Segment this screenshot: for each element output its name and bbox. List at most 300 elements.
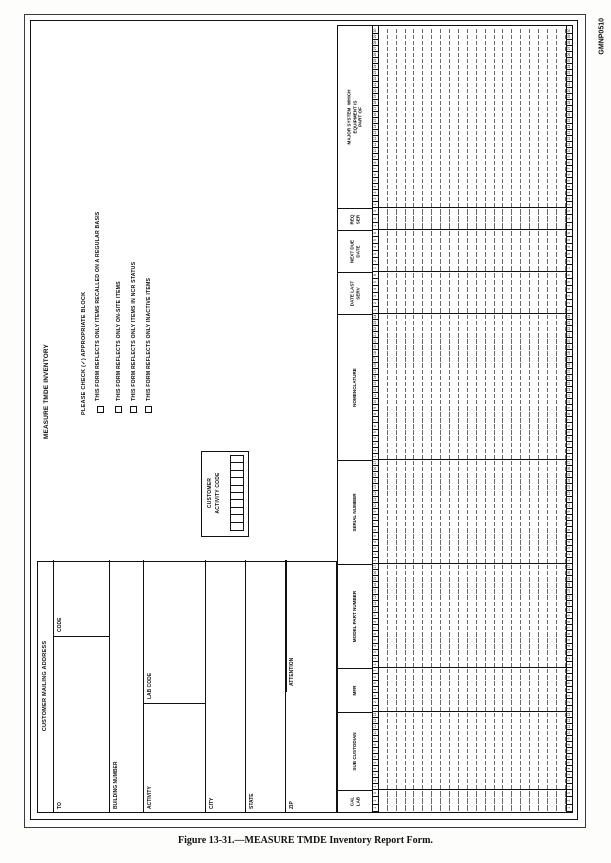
cell-write-line[interactable]: [565, 101, 566, 105]
col-number-cell: 4: [372, 644, 378, 650]
col-number-cell: 4: [566, 244, 572, 251]
col-number-cell: 9: [372, 736, 378, 742]
cell-write-line[interactable]: [565, 504, 566, 509]
col-label-date-last-serv: DATE LAST SERV: [349, 280, 360, 307]
cell-write-line[interactable]: [565, 203, 566, 207]
col-label-cal-lab: CAL LAB: [349, 796, 360, 807]
customer-activity-code-block: [201, 451, 249, 537]
col-number-cell: 24: [373, 314, 377, 319]
col-number-cell: 12: [567, 387, 571, 392]
col-number-cell: 7: [566, 748, 572, 754]
cell-write-line[interactable]: [565, 638, 566, 643]
cell-write-line[interactable]: [565, 245, 566, 250]
col-number-cell: 3: [566, 693, 572, 699]
table-row[interactable]: [397, 26, 406, 812]
col-number-cell: 11: [373, 142, 377, 147]
col-number-cell: 5: [566, 533, 572, 539]
cell-write-line[interactable]: [565, 167, 566, 171]
cell-write-line[interactable]: [565, 713, 566, 717]
col-number-cell: 7: [566, 668, 572, 674]
cell-write-line[interactable]: [565, 137, 566, 141]
col-number-cell: 18: [373, 100, 377, 105]
col-number-cell: 8: [372, 515, 378, 521]
col-number-cell: 16: [373, 570, 377, 575]
cell-write-line[interactable]: [565, 608, 566, 613]
col-number-cell: 10: [567, 148, 571, 153]
table-row[interactable]: [388, 26, 397, 812]
col-label-mfr: MFR: [352, 685, 358, 696]
col-number-cell: 22: [567, 76, 571, 81]
col-number-cell: 20: [567, 339, 571, 343]
cell-write-line[interactable]: [565, 650, 566, 655]
col-number-cell: 11: [567, 142, 571, 147]
cell-write-line[interactable]: [565, 455, 566, 459]
col-number-cell: 11: [373, 724, 377, 729]
cell-write-line[interactable]: [565, 357, 566, 361]
col-number-cell: 8: [566, 742, 572, 748]
cell-write-line[interactable]: [565, 327, 566, 331]
col-number-cell: 12: [567, 136, 571, 141]
checkbox-onsite[interactable]: [115, 406, 122, 413]
col-number-cell: 6: [566, 674, 572, 680]
col-number-cell: 15: [567, 118, 571, 123]
cell-write-line[interactable]: [565, 266, 566, 271]
col-number-cell: 2: [372, 196, 378, 202]
checkbox-inactive[interactable]: [145, 406, 152, 413]
col-number-cell: 11: [373, 393, 377, 398]
col-number-cell: 22: [373, 326, 377, 331]
col-number-cell: 3: [372, 693, 378, 699]
cell-write-line[interactable]: [565, 669, 566, 674]
cell-write-line[interactable]: [565, 238, 566, 243]
col-number-cell: 2: [566, 300, 572, 307]
customer-block-heading: CUSTOMER MAILING ADDRESS: [42, 640, 48, 732]
col-number-cell: 13: [567, 381, 571, 386]
table-row[interactable]: [379, 26, 388, 812]
cell-write-line[interactable]: [565, 294, 566, 299]
col-number-cell: 8: [372, 411, 378, 417]
cell-write-line[interactable]: [565, 197, 566, 201]
table-row[interactable]: [432, 26, 441, 812]
col-number-cell: 5: [372, 237, 378, 244]
col-number-cell: 13: [567, 712, 571, 717]
col-number-cell: 8: [566, 515, 572, 521]
cell-write-line[interactable]: [565, 461, 566, 466]
col-number-cell: 14: [567, 124, 571, 129]
col-number-cell: 4: [566, 644, 572, 650]
cell-write-line[interactable]: [565, 209, 566, 215]
col-number-cell: 24: [373, 64, 377, 69]
table-row[interactable]: [468, 26, 477, 812]
cell-write-line[interactable]: [565, 761, 566, 765]
col-number-cell: 3: [372, 190, 378, 196]
cell-write-line[interactable]: [565, 528, 566, 533]
cell-write-line[interactable]: [565, 700, 566, 705]
col-number-cell: 6: [372, 272, 378, 279]
col-number-cell: 2: [566, 448, 572, 454]
figure-caption: Figure 13-31.—MEASURE TMDE Inventory Report Form.: [178, 835, 433, 846]
cell-write-line[interactable]: [565, 620, 566, 625]
cell-write-line[interactable]: [565, 259, 566, 264]
col-number-cell: 1: [566, 558, 572, 564]
cell-write-line[interactable]: [565, 370, 566, 374]
cell-write-line[interactable]: [565, 681, 566, 686]
cell-write-line[interactable]: [565, 149, 566, 153]
cell-write-line[interactable]: [565, 125, 566, 129]
col-number-cell: 7: [372, 748, 378, 754]
col-number-cell: 4: [372, 540, 378, 546]
cell-write-line[interactable]: [565, 473, 566, 478]
cell-write-line[interactable]: [565, 516, 566, 521]
col-number-cell: 8: [372, 742, 378, 748]
cell-write-line[interactable]: [565, 553, 566, 558]
col-number-cell: 6: [372, 424, 378, 430]
cell-write-line[interactable]: [565, 614, 566, 619]
col-number-cell: 6: [372, 527, 378, 533]
cell-write-line[interactable]: [565, 725, 566, 729]
col-number-cell: 3: [566, 251, 572, 258]
cell-write-line[interactable]: [565, 577, 566, 582]
col-number-cell: 3: [372, 442, 378, 448]
col-number-cell: 5: [372, 637, 378, 643]
attention-divider: [286, 560, 287, 692]
col-number-cell: 1: [566, 706, 572, 712]
cell-write-line[interactable]: [565, 41, 566, 45]
cell-write-line[interactable]: [565, 571, 566, 576]
col-number-cell: 7: [372, 668, 378, 674]
cell-write-line[interactable]: [565, 179, 566, 183]
col-number-cell: 2: [372, 215, 378, 222]
col-number-cell: 11: [567, 601, 571, 606]
col-number-cell: 9: [566, 509, 572, 515]
cell-write-line[interactable]: [565, 485, 566, 490]
col-number-cell: 5: [566, 279, 572, 286]
table-row[interactable]: [495, 26, 504, 812]
table-row[interactable]: [548, 26, 557, 812]
cell-write-line[interactable]: [565, 767, 566, 771]
cell-write-line[interactable]: [565, 626, 566, 631]
table-row[interactable]: [513, 26, 522, 812]
col-number-cell: 5: [566, 637, 572, 643]
cell-write-line[interactable]: [565, 287, 566, 292]
cell-write-line[interactable]: [565, 161, 566, 165]
cell-write-line[interactable]: [565, 436, 566, 440]
col-number-cell: 24: [567, 314, 571, 319]
cell-write-line[interactable]: [565, 424, 566, 428]
cell-write-line[interactable]: [565, 602, 566, 607]
col-number-cell: 16: [567, 570, 571, 575]
cell-write-line[interactable]: [565, 89, 566, 93]
cell-write-line[interactable]: [565, 155, 566, 159]
cell-write-line[interactable]: [565, 83, 566, 87]
col-number-cell: 14: [373, 124, 377, 129]
col-header-mfr: [338, 668, 372, 712]
cell-write-line[interactable]: [565, 301, 566, 306]
col-number-cell: 5: [372, 178, 378, 184]
table-row[interactable]: [477, 26, 486, 812]
cell-write-line[interactable]: [565, 119, 566, 123]
table-row[interactable]: [424, 26, 433, 812]
cell-write-line[interactable]: [565, 185, 566, 189]
cell-write-line[interactable]: [565, 755, 566, 759]
cell-write-line[interactable]: [565, 522, 566, 527]
cell-write-line[interactable]: [565, 113, 566, 117]
cell-write-line[interactable]: [565, 321, 566, 325]
cell-write-line[interactable]: [565, 510, 566, 515]
cell-write-line[interactable]: [565, 388, 566, 392]
cell-write-line[interactable]: [565, 565, 566, 570]
col-number-cell: 8: [372, 619, 378, 625]
measure-tmde-inventory-form: [30, 20, 578, 820]
cell-write-line[interactable]: [565, 231, 566, 236]
cell-write-line[interactable]: [565, 191, 566, 195]
cell-write-line[interactable]: [565, 363, 566, 367]
col-number-cell: 15: [373, 369, 377, 374]
col-number-cell: 13: [373, 589, 377, 593]
table-row[interactable]: [441, 26, 450, 812]
cell-write-line[interactable]: [565, 773, 566, 777]
col-number-cell: 3: [372, 772, 378, 778]
customer-mailing-address-block: [37, 561, 337, 813]
table-row[interactable]: [415, 26, 424, 812]
col-number-cell: 3: [566, 790, 572, 797]
cell-write-line[interactable]: [565, 252, 566, 257]
col-number-cell: 5: [566, 237, 572, 244]
col-number-cell: 5: [372, 279, 378, 286]
cell-write-line[interactable]: [565, 663, 566, 668]
cell-write-line[interactable]: [565, 791, 566, 797]
col-number-cell: 15: [567, 472, 571, 477]
col-number-cell: 4: [372, 286, 378, 293]
col-number-cell: 26: [373, 52, 377, 57]
cell-write-line[interactable]: [565, 333, 566, 337]
form-sheet-rotated: [30, 20, 578, 820]
table-row[interactable]: [486, 26, 495, 812]
table-row[interactable]: [504, 26, 513, 812]
cell-write-line[interactable]: [565, 694, 566, 699]
col-number-cell: 4: [566, 687, 572, 693]
inventory-data-grid: [337, 25, 573, 813]
col-number-cell: 2: [566, 778, 572, 784]
col-number-cell: 1: [372, 265, 378, 272]
cell-write-line[interactable]: [565, 29, 566, 33]
col-number-cell: 5: [372, 430, 378, 436]
cell-write-line[interactable]: [565, 412, 566, 416]
cell-write-line[interactable]: [565, 731, 566, 735]
cell-write-line[interactable]: [565, 430, 566, 434]
cell-write-line[interactable]: [565, 644, 566, 649]
col-number-cell: 6: [372, 674, 378, 680]
col-number-cell: 8: [372, 160, 378, 166]
col-number-cell: 7: [566, 625, 572, 631]
col-number-cell: 4: [566, 436, 572, 442]
col-number-cell: 12: [373, 491, 377, 496]
cell-write-line[interactable]: [565, 467, 566, 472]
checkbox-regular-basis[interactable]: [97, 406, 104, 413]
col-number-cell: 16: [567, 363, 571, 368]
col-number-cell: 6: [566, 424, 572, 430]
col-number-cell: 3: [372, 650, 378, 656]
col-number-cell: 7: [372, 521, 378, 527]
col-number-cell: 18: [567, 100, 571, 105]
cell-write-line[interactable]: [565, 71, 566, 75]
col-number-cell: 19: [567, 94, 571, 99]
cell-write-line[interactable]: [565, 95, 566, 99]
check-option-3: THIS FORM REFLECTS ONLY INACTIVE ITEMS: [146, 277, 152, 401]
cell-write-line[interactable]: [565, 798, 566, 804]
table-row[interactable]: [530, 26, 539, 812]
col-number-cell: 4: [566, 184, 572, 190]
cell-write-line[interactable]: [565, 35, 566, 39]
checkbox-ncr-status[interactable]: [130, 406, 137, 413]
table-row[interactable]: [450, 26, 459, 812]
check-option-1: THIS FORM REFLECTS ONLY ON-SITE ITEMS: [116, 281, 122, 401]
customer-activity-code-input[interactable]: [230, 455, 244, 531]
col-number-cell: 8: [566, 160, 572, 166]
cell-write-line[interactable]: [565, 534, 566, 539]
cell-write-line[interactable]: [565, 559, 566, 564]
col-number-cell: 28: [567, 40, 571, 45]
cell-write-line[interactable]: [565, 675, 566, 680]
table-row[interactable]: [557, 26, 566, 812]
cell-write-line[interactable]: [565, 546, 566, 551]
col-number-cell: 16: [373, 466, 377, 471]
column-number-strip-bottom: [566, 26, 572, 812]
label-attention: ATTENTION: [289, 657, 295, 686]
col-number-cell: 1: [566, 805, 572, 812]
cell-write-line[interactable]: [565, 785, 566, 789]
col-number-cell: 3: [372, 790, 378, 797]
table-row[interactable]: [521, 26, 530, 812]
cell-write-line[interactable]: [565, 406, 566, 410]
table-row[interactable]: [406, 26, 415, 812]
col-number-cell: 2: [566, 258, 572, 265]
cell-write-line[interactable]: [565, 59, 566, 63]
col-number-cell: 11: [373, 601, 377, 606]
col-number-cell: 11: [567, 393, 571, 398]
cell-write-line[interactable]: [565, 47, 566, 51]
cell-write-line[interactable]: [565, 737, 566, 741]
check-option-2: THIS FORM REFLECTS ONLY ITEMS IN NCR STATUS: [131, 261, 137, 401]
col-number-cell: 12: [373, 595, 377, 600]
cell-write-line[interactable]: [565, 273, 566, 278]
table-row[interactable]: [539, 26, 548, 812]
col-number-cell: 2: [372, 778, 378, 784]
col-number-cell: 19: [567, 345, 571, 349]
cell-write-line[interactable]: [565, 315, 566, 319]
col-number-cell: 9: [566, 736, 572, 742]
col-number-cell: 1: [372, 223, 378, 230]
cell-write-line[interactable]: [565, 449, 566, 453]
cell-write-line[interactable]: [565, 143, 566, 147]
cell-write-line[interactable]: [565, 707, 566, 712]
col-number-cell: 21: [373, 332, 377, 337]
cell-write-line[interactable]: [565, 719, 566, 723]
col-number-cell: 20: [373, 88, 377, 93]
cell-write-line[interactable]: [565, 749, 566, 753]
cell-write-line[interactable]: [565, 632, 566, 637]
cell-write-line[interactable]: [565, 589, 566, 594]
cell-write-line[interactable]: [565, 595, 566, 600]
cell-write-line[interactable]: [565, 53, 566, 57]
col-number-cell: 3: [372, 293, 378, 300]
col-number-cell: 9: [566, 405, 572, 411]
cell-write-line[interactable]: [565, 394, 566, 398]
col-number-cell: 6: [566, 754, 572, 760]
col-number-cell: 2: [372, 448, 378, 454]
col-number-cell: 13: [373, 712, 377, 717]
col-number-cell: 17: [567, 106, 571, 111]
col-number-cell: 13: [373, 485, 377, 489]
cell-write-line[interactable]: [565, 131, 566, 135]
cell-write-line[interactable]: [565, 280, 566, 285]
cell-write-line[interactable]: [565, 498, 566, 503]
cell-write-line[interactable]: [565, 805, 566, 811]
col-number-cell: 26: [567, 52, 571, 57]
col-header-model-part-number: [338, 564, 372, 668]
col-number-cell: 23: [373, 70, 377, 75]
col-number-cell: 2: [566, 699, 572, 705]
customer-activity-label-line1: CUSTOMER: [207, 477, 213, 509]
table-row[interactable]: [459, 26, 468, 812]
cell-write-line[interactable]: [565, 223, 566, 229]
cell-write-line[interactable]: [565, 382, 566, 386]
col-number-cell: 9: [372, 509, 378, 515]
col-number-cell: 19: [373, 94, 377, 99]
col-number-cell: 3: [566, 208, 572, 215]
cell-write-line[interactable]: [565, 351, 566, 355]
col-number-cell: 11: [373, 497, 377, 502]
cell-write-line[interactable]: [565, 657, 566, 662]
col-number-cell: 9: [566, 154, 572, 160]
col-number-cell: 20: [373, 339, 377, 343]
cell-write-line[interactable]: [565, 688, 566, 693]
cell-write-line[interactable]: [565, 479, 566, 484]
col-number-cell: 17: [373, 460, 377, 465]
cell-write-line[interactable]: [565, 540, 566, 545]
cell-write-line[interactable]: [565, 400, 566, 404]
cell-write-line[interactable]: [565, 65, 566, 69]
col-number-cell: 14: [373, 375, 377, 380]
cell-write-line[interactable]: [565, 107, 566, 111]
col-number-cell: 21: [373, 82, 377, 87]
cell-write-line[interactable]: [565, 491, 566, 496]
cell-write-line[interactable]: [565, 443, 566, 447]
col-number-cell: 25: [373, 58, 377, 63]
col-number-cell: 4: [372, 184, 378, 190]
cell-write-line[interactable]: [565, 376, 566, 380]
cell-write-line[interactable]: [565, 216, 566, 222]
col-number-cell: 3: [566, 772, 572, 778]
cell-write-line[interactable]: [565, 743, 566, 747]
col-number-cell: 1: [566, 265, 572, 272]
cell-write-line[interactable]: [565, 418, 566, 422]
col-number-cell: 5: [372, 760, 378, 766]
cell-write-line[interactable]: [565, 345, 566, 349]
cell-write-line[interactable]: [565, 779, 566, 783]
cell-write-line[interactable]: [565, 583, 566, 588]
cell-write-line[interactable]: [565, 77, 566, 81]
col-number-cell: 9: [566, 613, 572, 619]
col-number-cell: 15: [567, 576, 571, 581]
cell-write-line[interactable]: [565, 308, 566, 313]
cell-write-line[interactable]: [565, 173, 566, 177]
col-number-cell: 16: [373, 363, 377, 368]
cell-write-line[interactable]: [565, 339, 566, 343]
col-number-cell: 9: [372, 154, 378, 160]
col-number-cell: 3: [566, 190, 572, 196]
col-number-cell: 2: [566, 196, 572, 202]
